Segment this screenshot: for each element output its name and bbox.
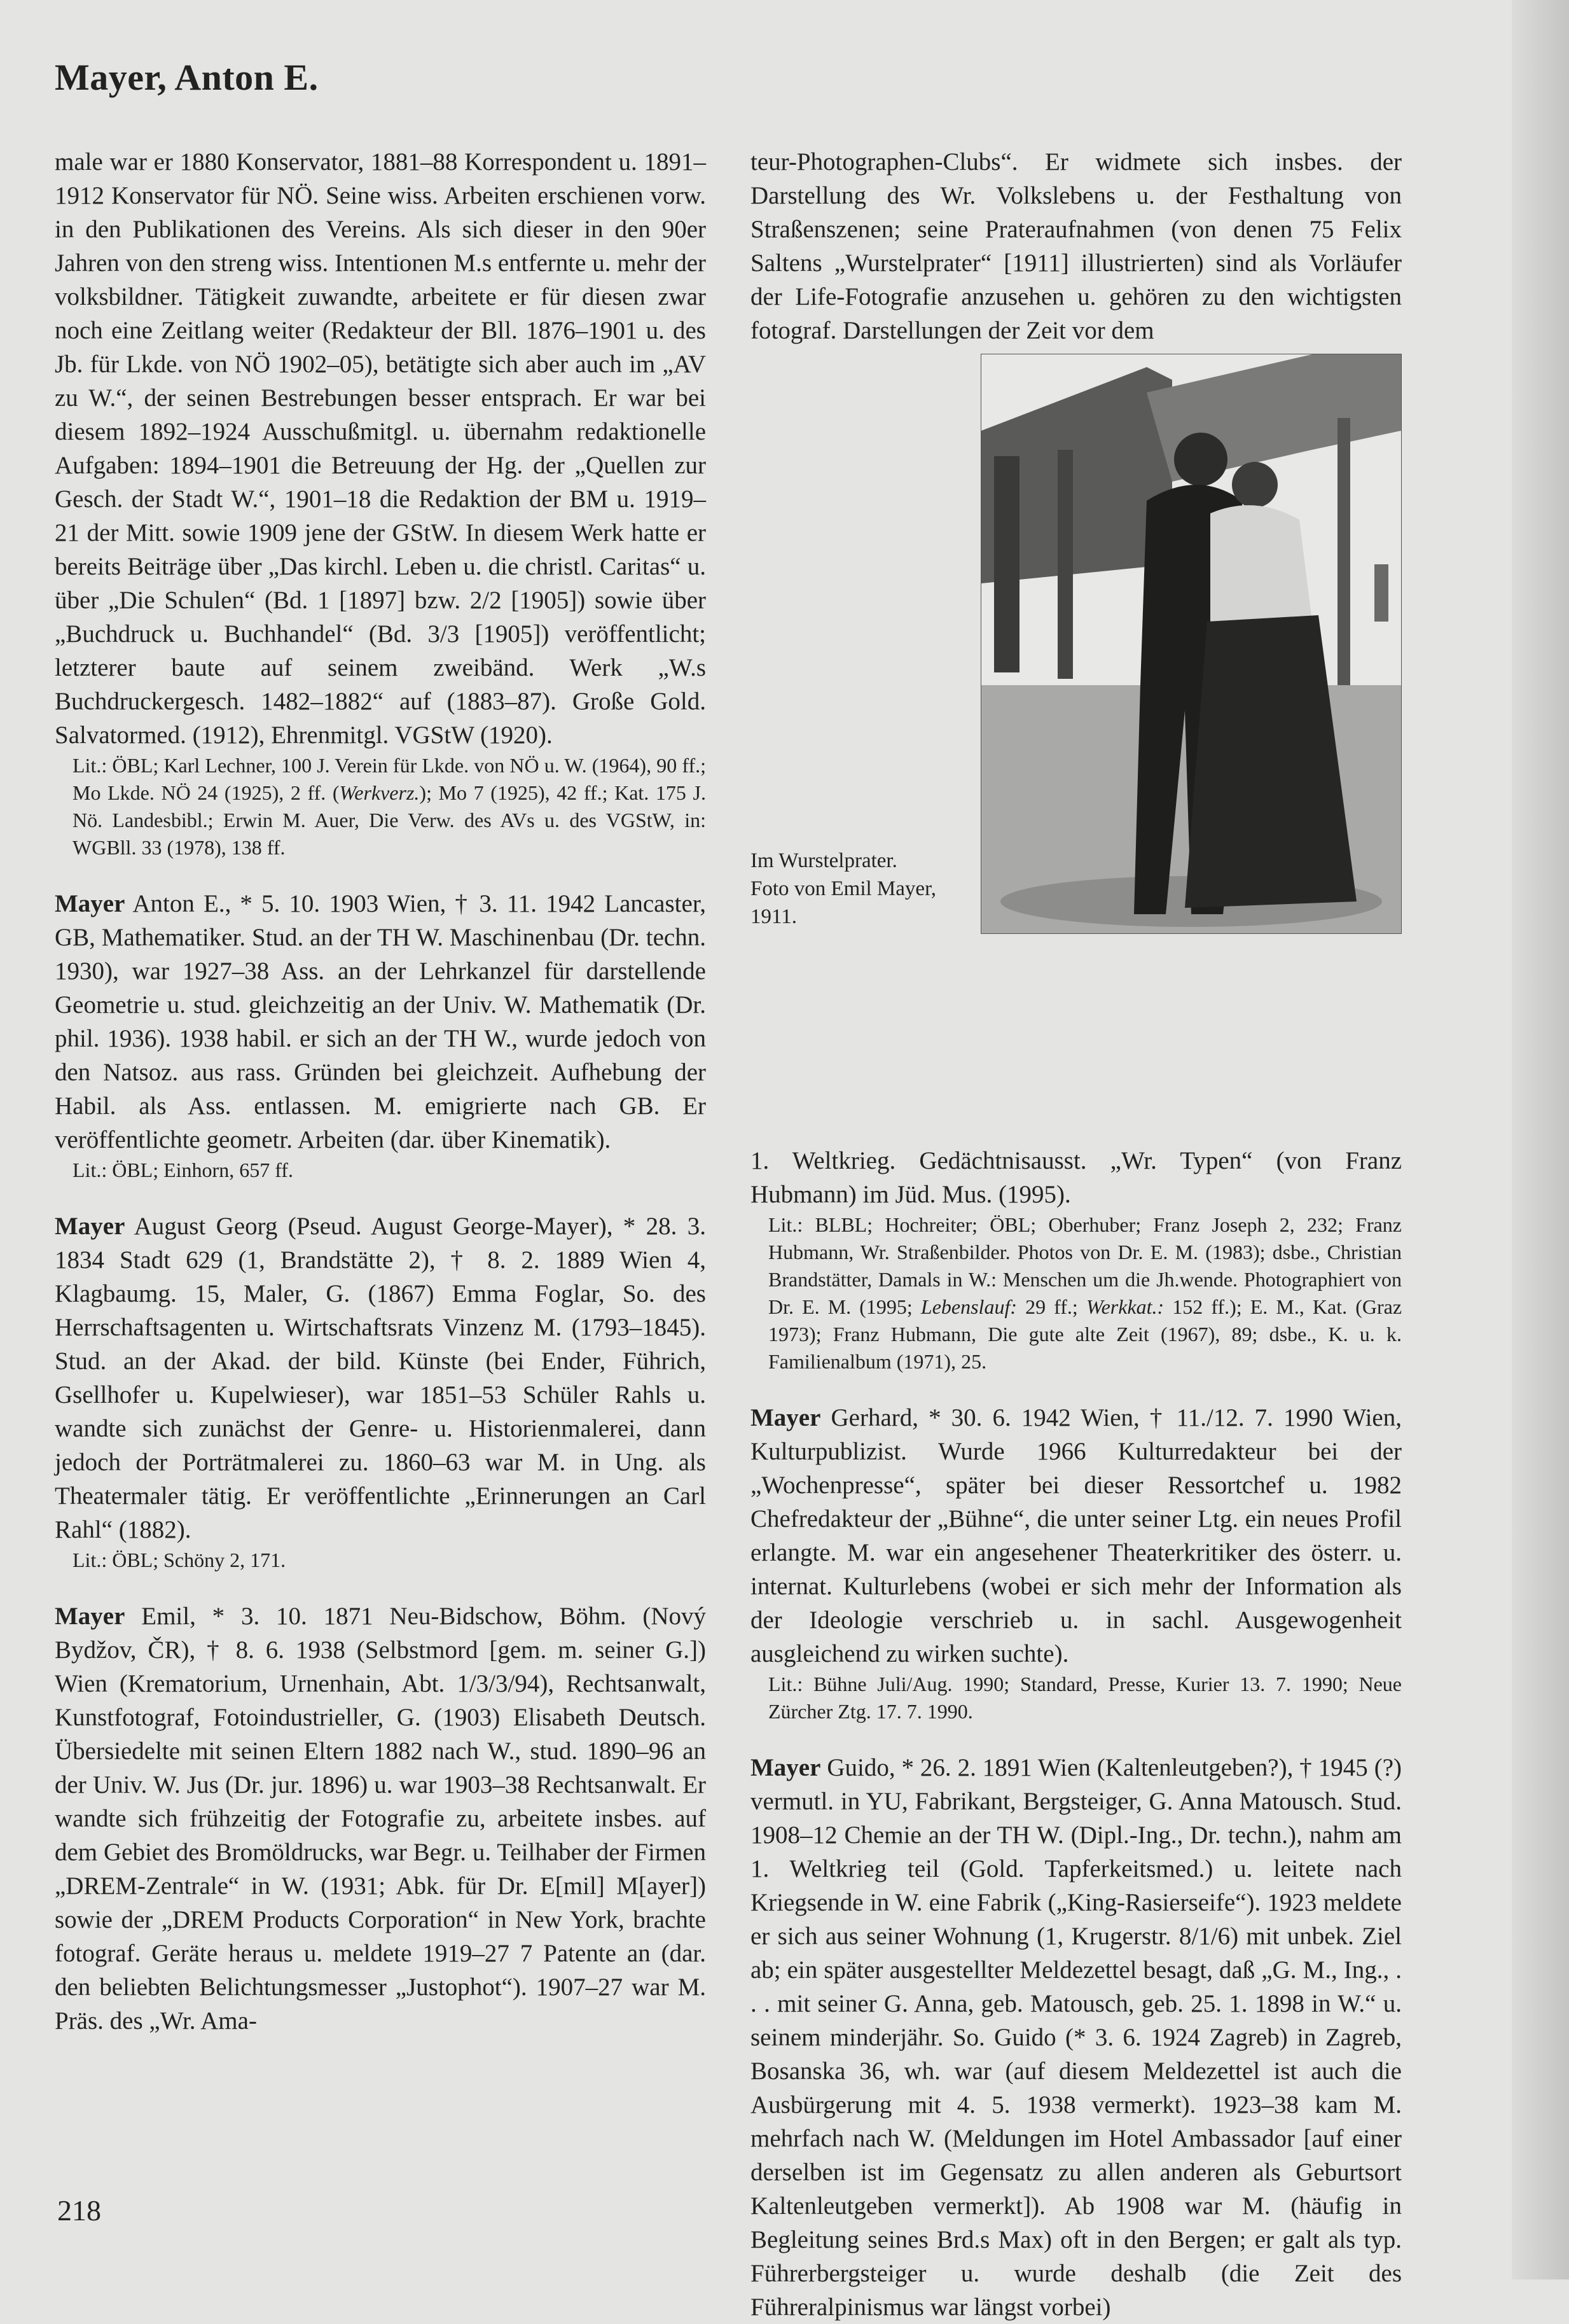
headword: Mayer [55, 890, 125, 917]
entry-continuation: teur-Photographen-Clubs“. Er widmete sich insbes. der Darstellung des Wr. Volkslebens u. der Festhaltung von Straßenszenen; seine Prateraufnahmen (von denen 75 Felix Saltens „Wurstelprater“ [1911] illustrierten) sind als Vorläufer der Life-Fotografie anzusehen u. gehören zu den wichtigsten fotograf. Darstellungen der Zeit vor dem [750, 148, 1402, 344]
page-number: 218 [57, 2194, 101, 2227]
literature-note: Lit.: ÖBL; Einhorn, 657 ff. [73, 1159, 293, 1181]
entry-gerhard: Mayer Gerhard, * 30. 6. 1942 Wien, † 11./12. 7. 1990 Wien, Kulturpublizist. Wurde 1966 Kulturredakteur bei der „Wochenpresse“, später bei dieser Ressortchef u. 1982 Chefredakteur der „Bühne“, die unter seiner Ltg. ein neues Profil erlangte. M. war ein angesehener Theaterkritiker des österr. u. internat. Kulturlebens (wobei er sich mehr der Information als der Ideologie verschrieb u. in sachl. Ausgewogenheit ausgleichend zu wirken suchte). [750, 1404, 1402, 1667]
headword: Mayer [55, 1603, 125, 1630]
photograph [981, 354, 1402, 934]
left-column [55, 145, 706, 2038]
literature-note: Lit.: Bühne Juli/Aug. 1990; Standard, Presse, Kurier 13. 7. 1990; Neue Zürcher Ztg. 17. 7. 1990. [768, 1673, 1402, 1723]
headword: Mayer [55, 1213, 125, 1240]
figure-caption: Im Wurstelprater. Foto von Emil Mayer, 1911. [750, 849, 936, 928]
literature-note: Lit.: BLBL; Hochreiter; ÖBL; Oberhuber; Franz Joseph 2, 232; Franz Hubmann, Wr. Straßenbilder. Photos von Dr. E. M. (1983); dsbe., Christian Brandstätter, Damals in W.: Menschen um die Jh.wende. Photographiert von Dr. E. M. (1995; Lebenslauf: 29 ff.; Werkkat.: 152 ff.); E. M., Kat. (Graz 1973); Franz Hubmann, Die gute alte Zeit (1967), 89; dsbe., K. u. k. Familienalbum (1971), 25. [768, 1213, 1402, 1373]
entry-august-georg: Mayer August Georg (Pseud. August George-Mayer), * 28. 3. 1834 Stadt 629 (1, Brandstätte 2), † 8. 2. 1889 Wien 4, Klagbaumg. 15, Maler, G. (1867) Emma Foglar, So. des Herrschaftsagenten u. Wirtschaftsrats Vinzenz M. (1793–1845). Stud. an der Akad. der bild. Künste (bei Ender, Führich, Gsellhofer u. Kupelwieser), war 1851–53 Schüler Rahls u. wandte sich zunächst der Genre- u. Historienmalerei, dann jedoch der Porträtmalerei zu. 1860–63 war M. in Ung. als Theatermaler tätig. Er veröffentlichte „Erinnerungen an Carl Rahl“ (1882). [55, 1213, 706, 1543]
literature-note: Lit.: ÖBL; Schöny 2, 171. [73, 1548, 286, 1571]
headword: Mayer [750, 1404, 821, 1431]
page-edge-shadow [1512, 0, 1569, 2279]
entry-continuation: male war er 1880 Konservator, 1881–88 Korrespondent u. 1891–1912 Konservator für NÖ. Seine wiss. Arbeiten erschienen vorw. in den Publikationen des Vereins. Als sich dieser in den 90er Jahren von den streng wiss. Intentionen M.s entfernte u. mehr der volksbildner. Tätigkeit zuwandte, arbeitete er für diesen zwar noch eine Zeitlang weiter (Redakteur der Bll. 1876–1901 u. des Jb. für Lkde. von NÖ 1902–05), betätigte sich aber auch im „AV zu W.“, der seinen Bestrebungen besser entsprach. Er war bei diesem 1892–1924 Ausschußmitgl. u. übernahm redaktionelle Aufgaben: 1894–1901 die Betreuung der Hg. der „Quellen zur Gesch. der Stadt W.“, 1901–18 die Redaktion der BM u. 1919–21 der Mitt. sowie 1909 jene der GStW. In diesem Werk hatte er bereits Beiträge über „Das kirchl. Leben u. die christl. Caritas“ u. über „Die Schulen“ (Bd. 1 [1897] bzw. 2/2 [1905]) sowie über „Buchdruck u. Buchhandel“ (Bd. 3/3 [1905]) veröffentlicht; letzterer baute auf seinem zweibänd. Werk „W.s Buchdruckergesch. 1482–1882“ auf (1883–87). Große Gold. Salvatormed. (1912), Ehrenmitgl. VGStW (1920). [55, 148, 706, 749]
entry-emil: Mayer Emil, * 3. 10. 1871 Neu-Bidschow, Böhm. (Nový Bydžov, ČR), † 8. 6. 1938 (Selbstmord [gem. m. seiner G.]) Wien (Krematorium, Urnenhain, Abt. 1/3/3/94), Rechtsanwalt, Kunstfotograf, Fotoindustrieller, G. (1903) Elisabeth Deutsch. Übersiedelte mit seinen Eltern 1882 nach W., stud. 1890–96 an der Univ. W. Jus (Dr. jur. 1896) u. war 1903–38 Rechtsanwalt. Er wandte sich frühzeitig der Fotografie zu, arbeitete insbes. auf dem Gebiet des Bromöldrucks, war Begr. u. Teilhaber der Firmen „DREM-Zentrale“ in W. (1931; Abk. für Dr. E[mil] M[ayer]) sowie der „DREM Products Corporation“ in New York, brachte fotograf. Geräte heraus u. meldete 1919–27 7 Patente an (dar. den beliebten Belichtungsmesser „Justophot“). 1907–27 war M. Präs. des „Wr. Ama- [55, 1603, 706, 2035]
headword: Mayer [750, 1754, 821, 1781]
entry-guido: Mayer Guido, * 26. 2. 1891 Wien (Kaltenleutgeben?), † 1945 (?) vermutl. in YU, Fabrikant, Bergsteiger, G. Anna Matousch. Stud. 1908–12 Chemie an der TH W. (Dipl.-Ing., Dr. techn.), nahm am 1. Weltkrieg teil (Gold. Tapferkeitsmed.) u. leitete nach Kriegsende in W. eine Fabrik („King-Rasierseife“). 1923 meldete er sich aus seiner Wohnung (1, Krugerstr. 8/1/6) mit unbek. Ziel ab; ein später ausgestellter Meldezettel besagt, daß „G. M., Ing., . . . mit seiner G. Anna, geb. Matousch, geb. 25. 1. 1898 in W.“ u. seinem minderjähr. So. Guido (* 3. 6. 1924 Zagreb) in Zagreb, Bosanska 36, wh. war (auf diesem Meldezettel ist auch die Ausbürgerung mit 4. 5. 1938 vermerkt). 1923–38 kam M. mehrfach nach W. (Meldungen im Hotel Ambassador [auf einer derselben ist im Gegensatz zu allen anderen als Geburtsort Kaltenleutgeben vermerkt]). Ab 1908 war M. (häufig in Begleitung seines Brd.s Max) oft in den Bergen; er galt als typ. Führerbergsteiger u. wurde deshalb (die Zeit des Führeralpinismus war längst vorbei) [750, 1754, 1402, 2321]
running-title: Mayer, Anton E. [55, 57, 319, 98]
photo-illustration [981, 354, 1401, 933]
figure [750, 354, 1402, 1130]
literature-note: Lit.: ÖBL; Karl Lechner, 100 J. Verein für Lkde. von NÖ u. W. (1964), 90 ff.; Mo Lkde. NÖ 24 (1925), 2 ff. (Werkverz.); Mo 7 (1925), 42 ff.; Kat. 175 J. Nö. Landesbibl.; Erwin M. Auer, Die Verw. des AVs u. des VGStW, in: WGBll. 33 (1978), 138 ff. [73, 754, 707, 859]
entry-continuation: 1. Weltkrieg. Gedächtnisausst. „Wr. Typen“ (von Franz Hubmann) im Jüd. Mus. (1995). [750, 1147, 1402, 1208]
right-column [750, 145, 1402, 2324]
entry-anton-e: Mayer Anton E., * 5. 10. 1903 Wien, † 3. 11. 1942 Lancaster, GB, Mathematiker. Stud. an der TH W. Maschinenbau (Dr. techn. 1930), war 1927–38 Ass. an der Lehrkanzel für darstellende Geometrie u. stud. gleichzeitig an der Univ. W. Mathematik (Dr. phil. 1936). 1938 habil. er sich an der TH W., wurde jedoch von den Natsoz. aus rass. Gründen bei gleichzeit. Aufhebung der Habil. als Ass. entlassen. M. emigrierte nach GB. Er veröffentlichte geometr. Arbeiten (dar. über Kinematik). [55, 890, 706, 1153]
